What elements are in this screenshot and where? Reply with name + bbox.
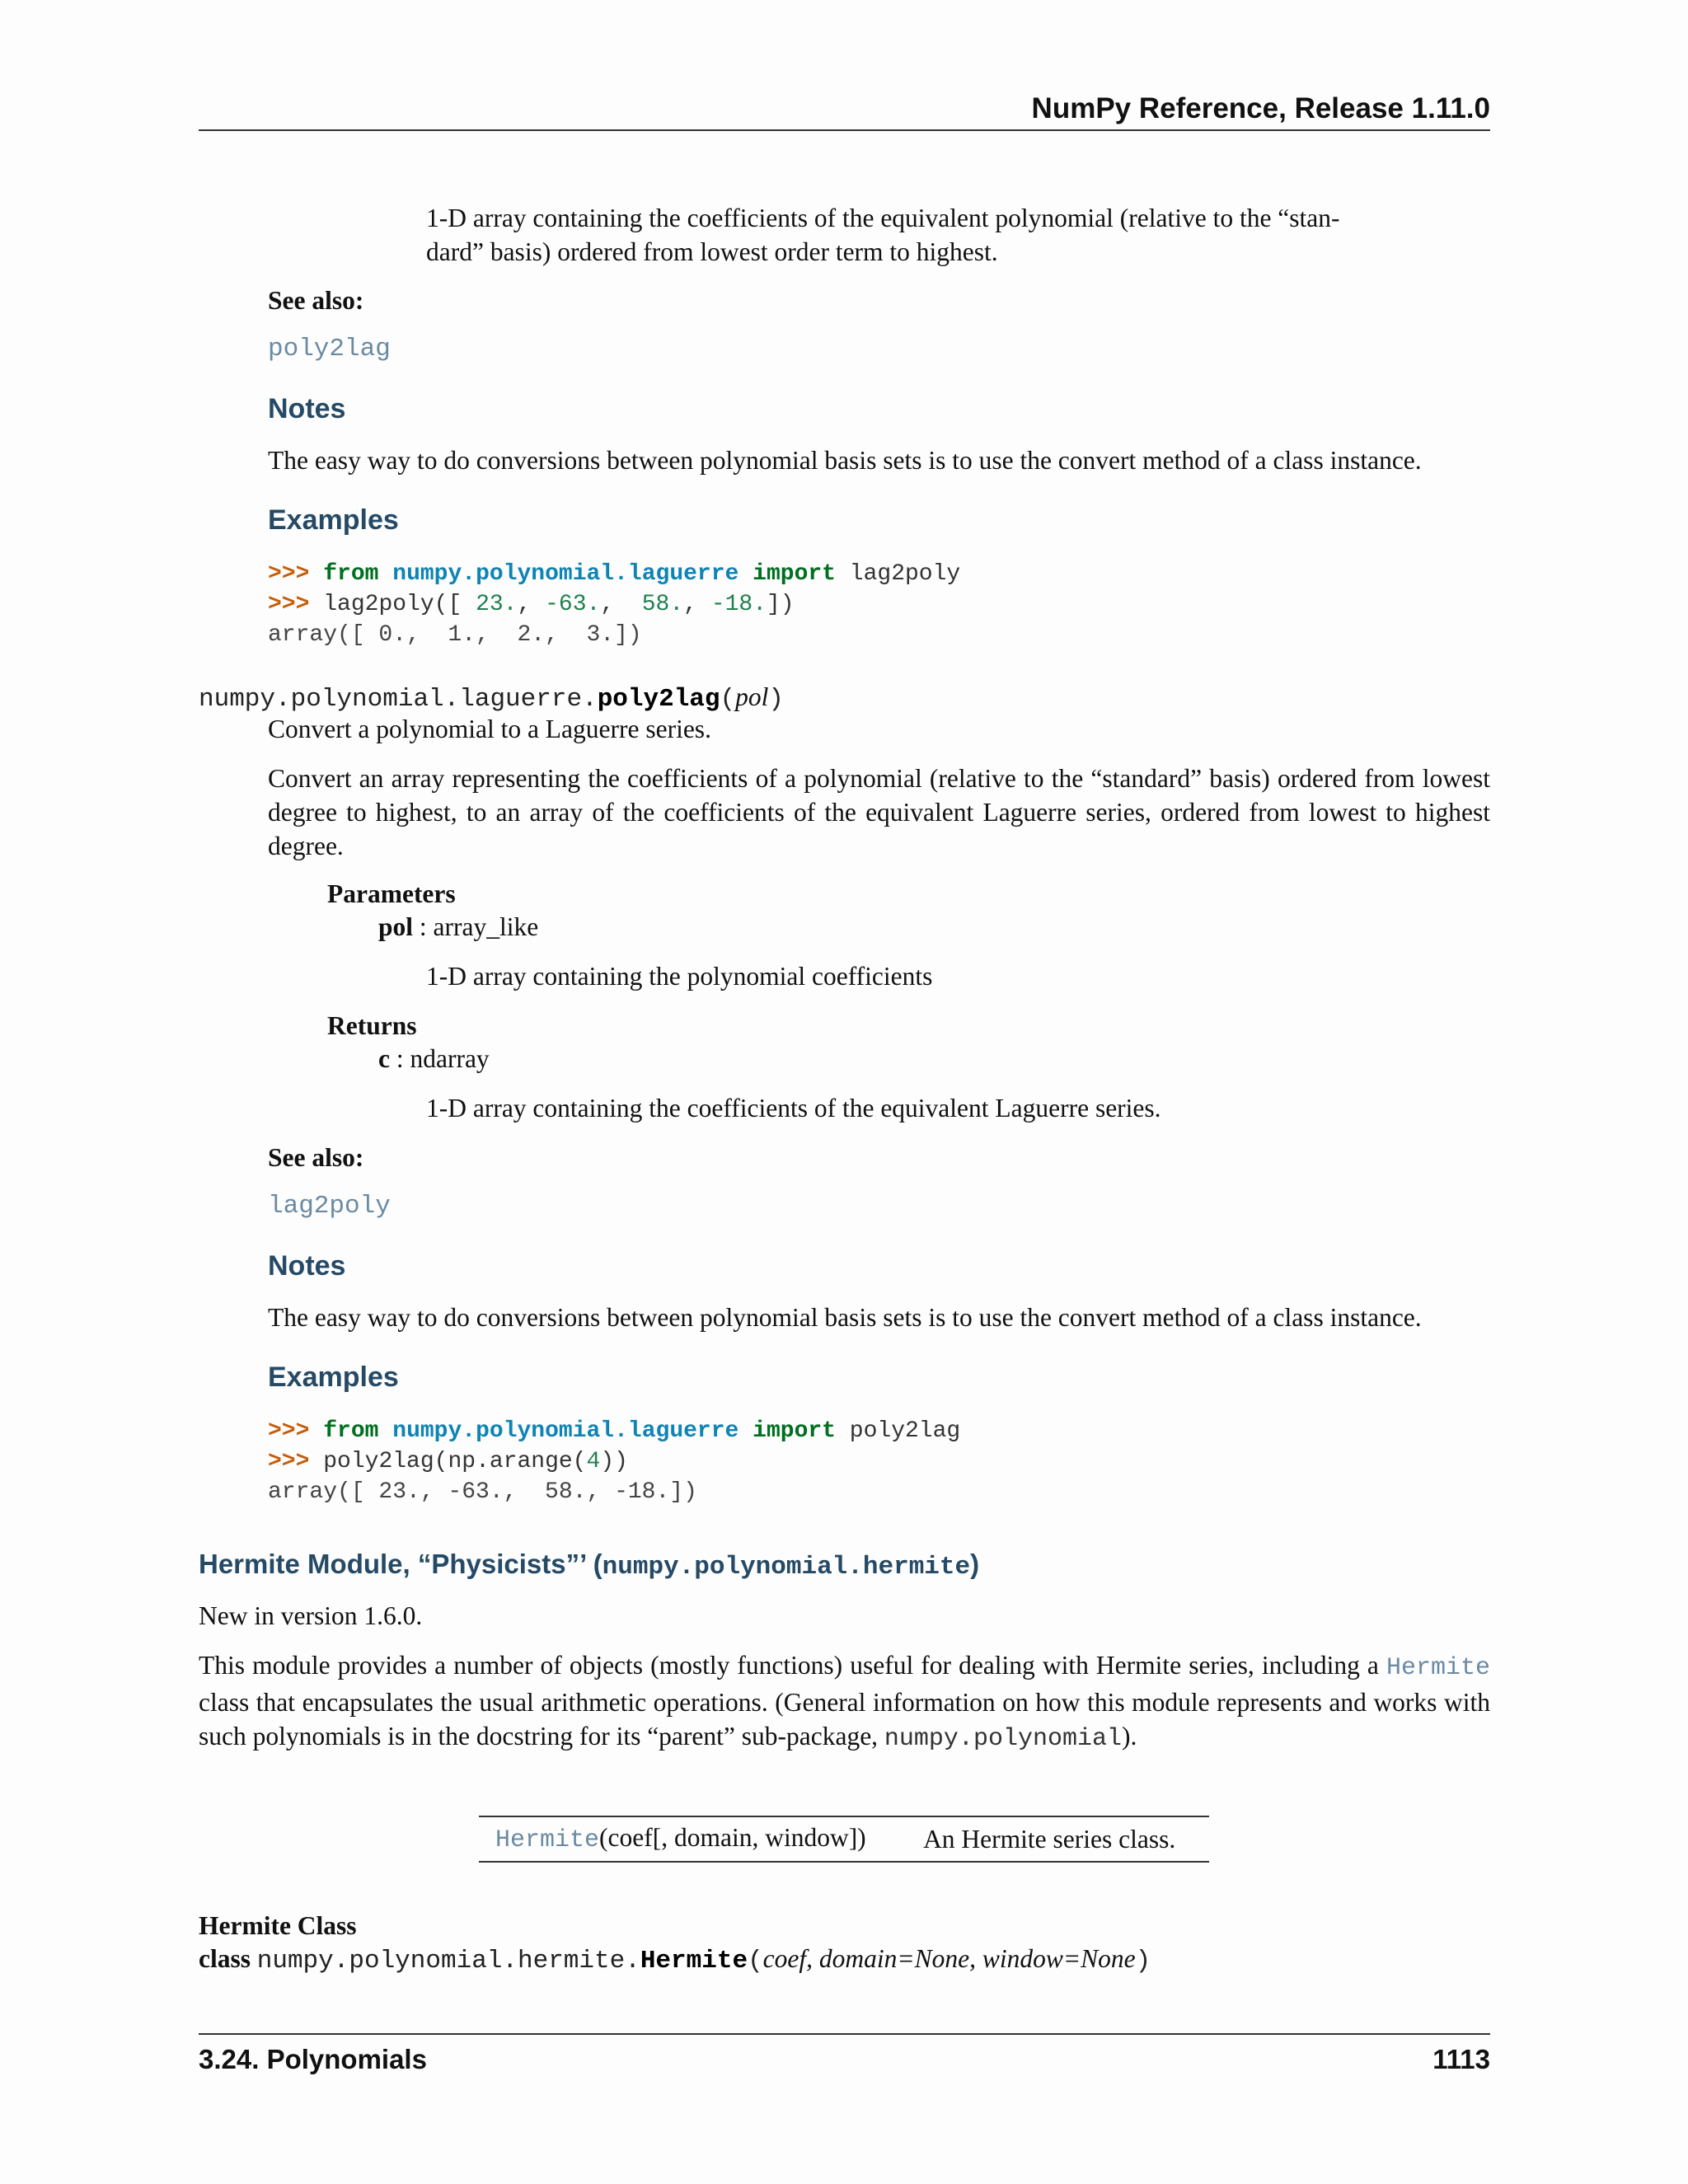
hermite-intro: This module provides a number of objects (mostly functions) useful for dealing with Hermite series, including a Hermite class that encapsulates the usual arithmetic operations. (General information on how this module represents and works with such polynomials is in the docstring for its “parent” sub-package, numpy.polynomial). xyxy=(199,1651,1490,1753)
function-description: Convert an array representing the coefficients of a polynomial (relative to the “standard” basis) ordered from lowest degree to highest, to an array of the coefficients of the equivalent Laguerre series, ordered from lowest to highest degree. xyxy=(268,764,1490,860)
code-line: >>> poly2lag(np.arange(4)) xyxy=(268,1449,628,1474)
summary-table xyxy=(479,1816,1209,1863)
see-also-link-poly2lag[interactable]: poly2lag xyxy=(268,335,391,363)
table-hermite-link[interactable]: Hermite xyxy=(495,1826,600,1854)
page-number: 1113 xyxy=(1432,2044,1490,2074)
returns-desc-line2: dard” basis) ordered from lowest order term to highest. xyxy=(426,237,998,266)
class-heading: Hermite Class xyxy=(199,1911,357,1940)
code-output: array([ 0., 1., 2., 3.]) xyxy=(268,622,642,648)
code-output: array([ 23., -63., 58., -18.]) xyxy=(268,1479,697,1505)
footer-section: 3.24. Polynomials xyxy=(199,2044,427,2074)
table-row xyxy=(479,1817,1209,1861)
see-also-link-lag2poly[interactable]: lag2poly xyxy=(268,1192,391,1221)
notes-heading-2: Notes xyxy=(268,1250,346,1282)
table-cell-description: An Hermite series class. xyxy=(923,1825,1176,1854)
returns-desc-line1: 1-D array containing the coefficients of the equivalent polynomial (relative to the “stan- xyxy=(426,204,1340,232)
hermite-section-heading: Hermite Module, “Physicists”’ (numpy.polynomial.hermite) xyxy=(199,1549,980,1582)
return-description: 1-D array containing the coefficients of the equivalent Laguerre series. xyxy=(426,1094,1161,1122)
notes-text-1: The easy way to do conversions between polynomial basis sets is to use the convert method of a class instance. xyxy=(268,446,1422,475)
running-header: NumPy Reference, Release 1.11.0 xyxy=(1031,92,1490,124)
hermite-link[interactable]: Hermite xyxy=(1386,1654,1490,1682)
notes-text-2: The easy way to do conversions between polynomial basis sets is to use the convert method of a class instance. xyxy=(268,1303,1422,1332)
examples-heading-1: Examples xyxy=(268,504,399,536)
function-name: poly2lag xyxy=(597,685,720,714)
returns-description xyxy=(426,201,1382,269)
function-signature: numpy.polynomial.laguerre.poly2lag(pol) xyxy=(199,682,784,714)
return-entry: c : ndarray xyxy=(378,1044,490,1073)
param-description: 1-D array containing the polynomial coefficients xyxy=(426,962,933,991)
function-param: pol xyxy=(735,682,769,711)
notes-heading-1: Notes xyxy=(268,393,346,424)
table-cell-signature: Hermite(coef[, domain, window]) xyxy=(495,1823,866,1854)
function-summary: Convert a polynomial to a Laguerre series. xyxy=(268,715,711,743)
code-line: >>> lag2poly([ 23., -63., 58., -18.]) xyxy=(268,592,795,617)
footer-rule xyxy=(199,2033,1490,2035)
code-block-1 xyxy=(268,559,960,650)
class-signature: class numpy.polynomial.hermite.Hermite(coef, domain=None, window=None) xyxy=(199,1944,1151,1975)
param-entry: pol : array_like xyxy=(378,912,539,941)
version-note: New in version 1.6.0. xyxy=(199,1601,423,1630)
header-rule xyxy=(199,129,1490,131)
code-line: >>> from numpy.polynomial.laguerre import lag2poly xyxy=(268,561,961,587)
class-name: Hermite xyxy=(640,1947,748,1975)
see-also-label-1: See also: xyxy=(268,286,364,315)
code-line: >>> from numpy.polynomial.laguerre import poly2lag xyxy=(268,1418,961,1444)
returns-label: Returns xyxy=(327,1011,417,1040)
examples-heading-2: Examples xyxy=(268,1361,399,1393)
see-also-label-2: See also: xyxy=(268,1143,364,1172)
parameters-label: Parameters xyxy=(327,879,456,908)
code-block-2 xyxy=(268,1416,960,1507)
